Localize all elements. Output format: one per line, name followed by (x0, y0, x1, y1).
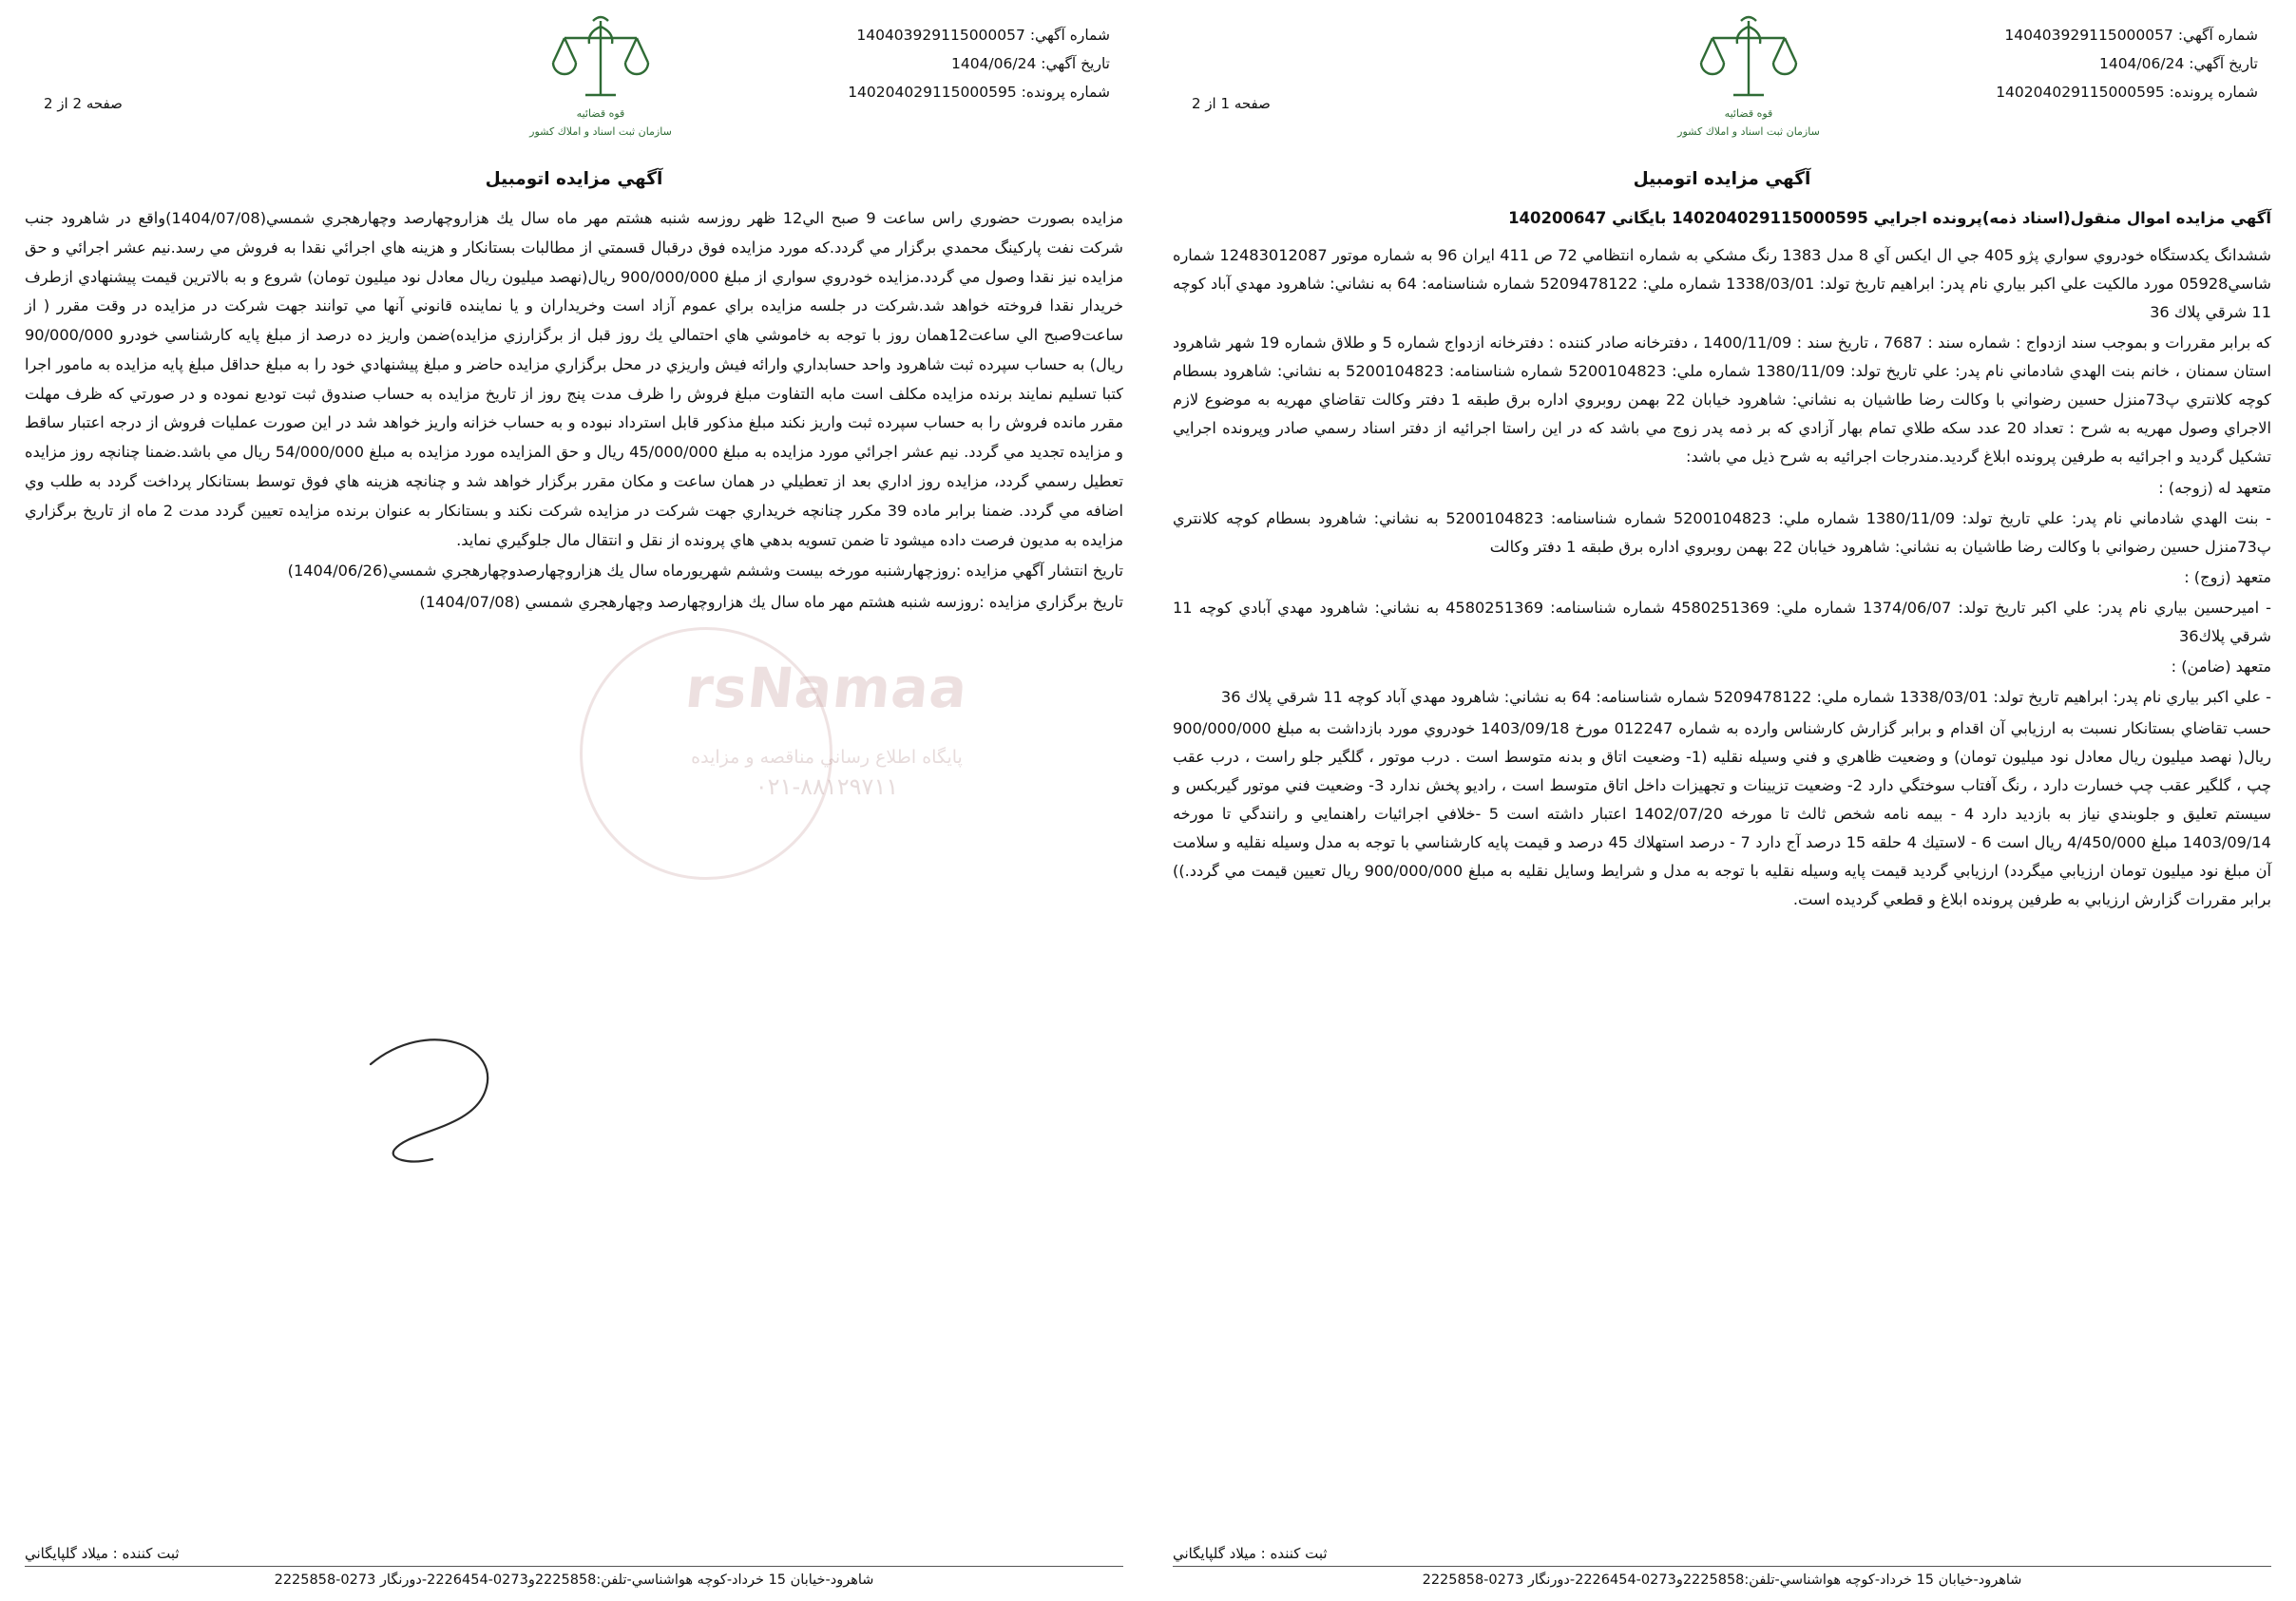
judiciary-emblem (1673, 13, 1825, 142)
ad-number-label: شماره آگهي: (2177, 27, 2258, 44)
ad-date-row (848, 49, 1110, 78)
page-1-footer (1173, 1545, 2271, 1588)
scales-of-justice-icon (1692, 13, 1806, 105)
ad-date-value: 1404/06/24 (950, 55, 1037, 73)
emblem-org-line-2: سازمان ثبت اسناد و املاك كشور (529, 124, 672, 138)
registrar-label: ثبت كننده : (1260, 1545, 1328, 1562)
watermark-subtitle: پايگاه اطلاع رساني مناقصه و مزايده (691, 747, 963, 768)
page-1-footer-address: شاهرود-خيابان 15 خرداد-كوچه هواشناسي-تلفن:2225858و0273-2226454-دورنگار 0273-2225858 (1422, 1572, 2022, 1588)
registrar-name: ميلاد گلپايگاني (1173, 1545, 1256, 1562)
ad-number-row (848, 21, 1110, 49)
ad-date-value: 1404/06/24 (2098, 55, 2185, 73)
case-number-value: 140204029115000595 (848, 84, 1017, 102)
footer-divider (1173, 1566, 2271, 1567)
emblem-org-line-2: سازمان ثبت اسناد و املاك كشور (1677, 124, 1820, 138)
paragraph: ششدانگ يكدستگاه خودروي سواري پژو 405 جي ال ايكس آي 8 مدل 1383 رنگ مشكي به شماره انتظامي 72 ص 411 ايران 96 به شماره موتور 12483012087 شماره شاسي05928 مورد مالكيت علي اكبر بياري نام پدر: ابراهيم تاريخ تولد: 1338/03/01 شماره ملي: 5209478122 شماره شناسنامه: 64 به نشاني: شاهرود مهدي آباد كوچه 11 شرقي پلاك 36 (1173, 245, 2271, 321)
paragraph: - بنت الهدي شادماني نام پدر: علي تاريخ تولد: 1380/11/09 شماره ملي: 5200104823 شماره شناسنامه: 5200104823 به نشاني: شاهرود بسطام كوچه كلانتري پ73منزل حسين رضواني با وكالت رضا طاشيان به نشاني: شاهرود خيابان 22 بهمن روبروي اداره برق طبقه 1 دفتر وكالت (1173, 508, 2271, 556)
page-2-header (25, 13, 1123, 156)
page-2-body (25, 204, 1123, 618)
paragraph: متعهد (ضامن) : (2171, 658, 2271, 677)
ad-number-value: 140403929115000057 (2004, 27, 2173, 44)
footer-divider (25, 1566, 1123, 1567)
ad-date-label: تاريخ آگهي: (1041, 55, 1110, 73)
paragraph: تاريخ انتشار آگهي مزايده :روزچهارشنبه مورخه بيست وششم شهريورماه سال يك هزاروچهارصدوچهارهجري شمسي(1404/06/26) (287, 562, 1123, 581)
signature-scribble (342, 1026, 570, 1178)
page-2-footer-address: شاهرود-خيابان 15 خرداد-كوچه هواشناسي-تلفن:2225858و0273-2226454-دورنگار 0273-2225858 (274, 1572, 874, 1588)
ad-number-value: 140403929115000057 (856, 27, 1025, 44)
scales-of-justice-icon (544, 13, 658, 105)
judiciary-emblem (525, 13, 677, 142)
registrar-name: ميلاد گلپايگاني (25, 1545, 108, 1562)
case-number-label: شماره پرونده: (2169, 84, 2258, 102)
paragraph: - اميرحسين بياري نام پدر: علي اكبر تاريخ تولد: 1374/06/07 شماره ملي: 4580251369 شماره شناسنامه: 4580251369 به نشاني: شاهرود مهدي آبادي كوچه 11 شرقي پلاك36 (1173, 599, 2272, 646)
page-1-registrar (1173, 1545, 2271, 1562)
ad-date-label: تاريخ آگهي: (2189, 55, 2258, 73)
case-number-value: 140204029115000595 (1996, 84, 2165, 102)
page-1-header (1173, 13, 2271, 156)
watermark-phone: ۰۲۱-۸۸۱۲۹۷۱۱ (755, 773, 899, 800)
paragraph: متعهد (زوج) : (2184, 567, 2271, 586)
page-1 (1148, 0, 2296, 1601)
page-2-number-label: صفحه 2 از 2 (44, 95, 123, 112)
page-2-footer (25, 1545, 1123, 1588)
page-1-subtitle: آگهي مزايده اموال منقول(اسناد ذمه)پرونده اجرايي 140204029115000595 بايگاني 140200647 (1508, 209, 2271, 227)
page-2-registrar (25, 1545, 1123, 1562)
ad-date-row (1996, 49, 2258, 78)
paragraph: مزايده بصورت حضوري راس ساعت 9 صبح الي12 ظهر روزسه شنبه هشتم مهر ماه سال يك هزاروچهارصد وچهارهجري شمسي(1404/07/08)واقع در شاهرود جنب شركت نفت پاركينگ محمدي برگزار مي گردد.كه مورد مزايده فوق درقبال قسمتي از مطالبات بستانكار و هزينه هاي اجرائي نقدا به فروش مي رسد.نيم عشر اجرائي و حق مزايده نيز نقدا وصول مي گردد.مزايده خودروي سواري از مبلغ 900/000/000 ريال(نهصد ميليون ريال معادل نود ميليون تومان) شروع و به بالاترين قيمت پيشنهادي ازطرف خريدار نقدا فروخته خواهد شد.شركت در جلسه مزايده براي عموم آزاد است وخريداران و يا نماينده قانوني آنها مي توانند جهت شركت در مزايده در وقت مقرر ( از ساعت9صبح الي ساعت12همان روز با توجه به خاموشي هاي احتمالي يك روز قبل از برگزارزي مزايده)ضمن واريز ده درصد از مبلغ پايه كارشناسي خودرو 90/000/000 ريال) به حساب سپرده ثبت شاهرود واحد حسابداري وارائه فيش واريزي در محل برگزاري مزايده حاضر و مبلغ پيشنهادي خود را به مبلغ حداقل مبلغ پايه مزايده به مامور اجرا كتبا تسليم نمايند برنده مزايده مكلف است مابه التفاوت مبلغ فروش را ظرف مدت پنج روز از تاريخ مزايده به حساب صندوق ثبت توديع نموده و در صورتي كه ظرف مهلت مقرر مانده فروش را به حساب سپرده ثبت واريز نكند مبلغ مذكور قابل استرداد نبوده و به حساب خزانه واريز خواهد شد در اين صورت عمليات فروش از درجه اعتبار ساقط و مزايده تجديد مي گردد. نيم عشر اجرائي مورد مزايده به مبلغ 45/000/000 ريال و حق المزايده مورد مزايده به مبلغ 54/000/000 ريال مي باشد.ضمنا چنانچه روز مزايده تعطيل رسمي گردد، مزايده روز اداري بعد از تعطيلي در همان ساعت و مكان مقرر برگزار خواهد شد و چنانچه هزينه هاي فوق توسط بستانكار پرداخت گردد به طلب وي اضافه مي گردد. ضمنا برابر ماده 39 مكرر چنانچه خريداري جهت شركت در مزايده شركت نكند و بستانكار به عنوان برنده مزايده تعيين گردد مدت 2 ماه از تاريخ برگزاري مزايده به مديون فرصت داده ميشود تا ضمن تسويه بدهي هاي پرونده از نقل و انتقال مال جلوگيري نمايد. (25, 209, 1124, 549)
page-1-title: آگهي مزايده اتومبيل (1633, 169, 1811, 189)
page-2-title: آگهي مزايده اتومبيل (485, 169, 663, 189)
page-1-header-meta (1996, 21, 2258, 107)
paragraph: حسب تقاضاي بستانكار نسبت به ارزيابي آن اقدام و برابر گزارش كارشناس وارده به شماره 012247 مورخ 1403/09/18 خودروي مورد بازداشت به مبلغ 900/000/000 ريال( نهصد ميليون ريال معادل نود ميليون تومان) و وضعيت ظاهري و فني وسيله نقليه (1- وضعيت اتاق و بدنه متوسط است . درب موتور ، گلگير جلو راست ، درب عقب چپ ، گلگير عقب چپ خسارت دارد ، رنگ آفتاب سوختگي دارد 2- وضعيت تزيينات و تجهيزات داخل اتاق متوسط است ، راديو پخش ندارد 3- وضعيت فني موتور گيربكس و سيستم تعليق و جلوبندي نياز به بازديد دارد 4 - بيمه نامه شخص ثالث تا مورخه 1402/07/20 اعتبار داشته است 5 -خلافي اجرائيات راهنمايي و رانندگي تا مورخه 1403/09/14 مبلغ 4/450/000 ريال است 6 - لاستيك 4 حلقه 15 درصد آج دارد 7 - درصد استهلاك 45 درصد و قيمت پايه كارشناسي با توجه به مدل وسيله نقليه و سلامت آن مبلغ نود ميليون تومان ارزيابي ميگردد) ارزيابي گرديد قيمت پايه وسيله نقليه با توجه به مدل و شرايط وسايل نقليه به مبلغ 900/000/000 ريال تعيين قيمت مي گردد.)) برابر مقررات گزارش ارزيابي به طرفين پرونده ابلاغ و قطعي گرديده است. (1173, 718, 2272, 909)
registrar-label: ثبت كننده : (112, 1545, 180, 1562)
case-number-label: شماره پرونده: (1021, 84, 1110, 102)
case-number-row (848, 78, 1110, 106)
emblem-org-line-1: قوه قضائيه (576, 107, 625, 120)
paragraph: كه برابر مقررات و بموجب سند ازدواج : شماره سند : 7687 ، تاريخ سند : 1400/11/09 ، دفترخانه صادر كننده : دفترخانه ازدواج شماره 5 و طلاق شماره 19 شهر شاهرود استان سمنان ، خانم بنت الهدي شادماني نام پدر: علي تاريخ تولد: 1380/11/09 شماره ملي: 5200104823 شماره شناسنامه: 5200104823 به نشاني: شاهرود بسطام كوچه كلانتري پ73منزل حسين رضواني با وكالت رضا طاشيان به نشاني: شاهرود خيابان 22 بهمن روبروي اداره برق طبقه 1 دفتر وكالت تقاضاي مهريه به موضوع لازم الاجراي وصول مهريه به شرح : تعداد 20 عدد سكه طلاي تمام بهار آزادي كه بر ذمه پدر زوج مي باشد كه در اين راستا اجرائيه از دفتر اسناد رسمي صادر وپرونده اجرايي تشكيل گرديد و اجرائيه به طرفين پرونده ابلاغ گرديد.مندرجات اجرائيه به شرح ذيل مي باشد: (1173, 333, 2272, 467)
watermark-brand: rsNamaa (682, 656, 971, 720)
paragraph: تاريخ برگزاري مزايده :روزسه شنبه هشتم مهر ماه سال يك هزاروچهارصد وچهارهجري شمسي (1404/07/08) (419, 593, 1123, 612)
emblem-org-line-1: قوه قضائيه (1724, 107, 1773, 120)
paragraph: متعهد له (زوجه) : (2158, 478, 2271, 497)
case-number-row (1996, 78, 2258, 106)
ad-number-row (1996, 21, 2258, 49)
page-2-header-meta (848, 21, 1110, 107)
page-1-number-label: صفحه 1 از 2 (1192, 95, 1271, 112)
paragraph: - علي اكبر بياري نام پدر: ابراهيم تاريخ تولد: 1338/03/01 شماره ملي: 5209478122 شماره شناسنامه: 64 به نشاني: شاهرود مهدي آباد كوچه 11 شرقي پلاك 36 (1220, 688, 2271, 707)
page-1-body (1173, 241, 2271, 915)
ad-number-label: شماره آگهي: (1029, 27, 1110, 44)
